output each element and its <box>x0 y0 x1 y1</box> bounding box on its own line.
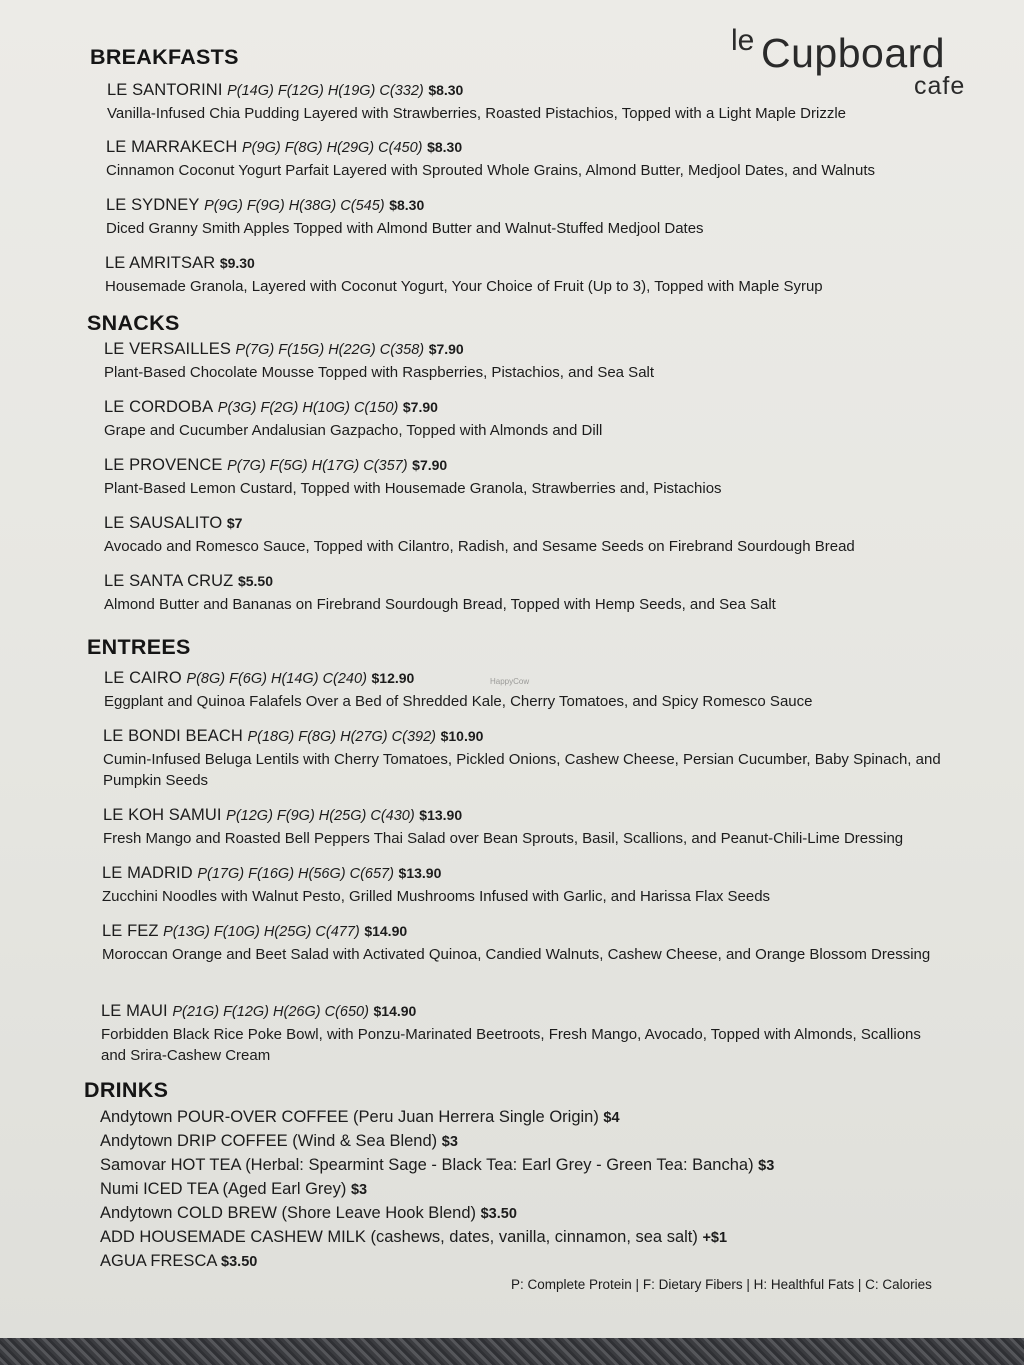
drink-text: Andytown POUR-OVER COFFEE (Peru Juan Herrera Single Origin) <box>100 1108 599 1126</box>
menu-item <box>104 455 944 499</box>
item-nutrition: P(7G) F(5G) H(17G) C(357) <box>227 458 408 474</box>
item-name: LE AMRITSAR <box>105 254 216 272</box>
menu-item <box>102 921 942 965</box>
item-name: LE MARRAKECH <box>106 138 238 156</box>
menu-item <box>107 80 947 124</box>
drink-item <box>100 1252 257 1271</box>
item-nutrition: P(21G) F(12G) H(26G) C(650) <box>172 1004 369 1020</box>
item-price: $10.90 <box>440 728 484 744</box>
item-name: LE VERSAILLES <box>104 340 231 358</box>
item-nutrition: P(12G) F(9G) H(25G) C(430) <box>226 808 415 824</box>
logo-cupboard: Cupboard <box>761 30 946 76</box>
item-name: LE MADRID <box>102 864 193 882</box>
item-price: $13.90 <box>398 865 442 881</box>
item-name: LE FEZ <box>102 922 159 940</box>
item-nutrition: P(8G) F(6G) H(14G) C(240) <box>186 671 367 687</box>
section-title-drinks: DRINKS <box>84 1078 169 1102</box>
drink-price: $3.50 <box>221 1254 258 1270</box>
item-price: $9.30 <box>219 255 255 271</box>
menu-item <box>102 863 942 907</box>
item-description: Vanilla-Infused Chia Pudding Layered with Strawberries, Roasted Pistachios, Topped with a Light Maple Drizzle <box>107 105 847 122</box>
item-name: LE SYDNEY <box>106 196 200 214</box>
item-price: $8.30 <box>427 139 463 155</box>
item-nutrition: P(13G) F(10G) H(25G) C(477) <box>163 924 360 940</box>
item-name: LE BONDI BEACH <box>103 727 243 745</box>
item-name: LE SAUSALITO <box>104 514 223 532</box>
item-name: LE SANTA CRUZ <box>104 572 234 590</box>
item-price: $14.90 <box>364 923 408 939</box>
item-description: Grape and Cucumber Andalusian Gazpacho, Topped with Almonds and Dill <box>104 422 603 439</box>
item-price: $8.30 <box>389 197 425 213</box>
granite-countertop <box>0 1338 1024 1365</box>
menu-item <box>103 805 943 849</box>
item-description: Zucchini Noodles with Walnut Pesto, Grilled Mushrooms Infused with Garlic, and Harissa Flax Seeds <box>102 888 771 905</box>
item-nutrition: P(17G) F(16G) H(56G) C(657) <box>197 866 394 882</box>
item-name: LE SANTORINI <box>107 81 223 99</box>
drink-item <box>100 1108 620 1127</box>
menu-item <box>106 137 946 181</box>
item-price: $13.90 <box>419 807 463 823</box>
item-price: $8.30 <box>428 82 464 98</box>
menu-item <box>104 513 944 557</box>
drink-text: AGUA FRESCA <box>100 1252 217 1270</box>
drink-price: $3 <box>350 1182 368 1198</box>
item-price: $7.90 <box>428 341 464 357</box>
menu-item <box>104 339 944 383</box>
menu-item <box>105 253 945 297</box>
watermark: HappyCow <box>490 677 530 686</box>
item-name: LE PROVENCE <box>104 456 223 474</box>
item-nutrition: P(7G) F(15G) H(22G) C(358) <box>235 342 425 358</box>
drink-text: Numi ICED TEA (Aged Earl Grey) <box>100 1180 347 1198</box>
drink-item <box>100 1180 367 1199</box>
drink-item <box>100 1204 517 1223</box>
item-description: Cumin-Infused Beluga Lentils with Cherry Tomatoes, Pickled Onions, Cashew Cheese, Persian Cucumber, Baby Spinach, and Pumpkin Seeds <box>103 751 941 789</box>
drink-item <box>100 1228 727 1247</box>
drink-item <box>100 1132 458 1151</box>
drink-price: $3.50 <box>480 1206 517 1222</box>
item-price: $14.90 <box>373 1003 417 1019</box>
drink-text: ADD HOUSEMADE CASHEW MILK (cashews, dates, vanilla, cinnamon, sea salt) <box>100 1228 698 1246</box>
nutrition-legend: P: Complete Protein | F: Dietary Fibers | H: Healthful Fats | C: Calories <box>511 1277 932 1292</box>
item-nutrition: P(9G) F(9G) H(38G) C(545) <box>204 198 385 214</box>
item-nutrition: P(14G) F(12G) H(19G) C(332) <box>227 83 424 99</box>
item-description: Housemade Granola, Layered with Coconut Yogurt, Your Choice of Fruit (Up to 3), Topped with Maple Syrup <box>105 278 823 295</box>
section-title-snacks: SNACKS <box>87 311 180 335</box>
item-description: Almond Butter and Bananas on Firebrand Sourdough Bread, Topped with Hemp Seeds, and Sea Salt <box>104 596 776 613</box>
section-title-entrees: ENTREES <box>87 635 191 659</box>
item-name: LE MAUI <box>101 1002 168 1020</box>
drink-price: +$1 <box>702 1230 728 1246</box>
drink-price: $3 <box>441 1134 458 1150</box>
drink-text: Samovar HOT TEA (Herbal: Spearmint Sage - Black Tea: Earl Grey - Green Tea: Bancha) <box>100 1156 754 1174</box>
section-title-breakfasts: BREAKFASTS <box>90 45 239 69</box>
menu-item <box>103 726 943 791</box>
item-price: $7 <box>226 515 243 531</box>
drink-price: $3 <box>758 1158 775 1174</box>
logo-le: le <box>731 24 755 57</box>
item-description: Eggplant and Quinoa Falafels Over a Bed of Shredded Kale, Cherry Tomatoes, and Spicy Romesco Sauce <box>104 693 813 710</box>
drink-item <box>100 1156 774 1175</box>
item-description: Avocado and Romesco Sauce, Topped with Cilantro, Radish, and Sesame Seeds on Firebrand Sourdough Bread <box>104 538 855 555</box>
item-description: Plant-Based Lemon Custard, Topped with Housemade Granola, Strawberries and, Pistachios <box>104 480 722 497</box>
menu-item <box>104 571 944 615</box>
menu-item <box>104 668 944 712</box>
menu-item <box>106 195 946 239</box>
item-description: Plant-Based Chocolate Mousse Topped with Raspberries, Pistachios, and Sea Salt <box>104 364 655 381</box>
item-nutrition: P(18G) F(8G) H(27G) C(392) <box>247 729 436 745</box>
item-nutrition: P(3G) F(2G) H(10G) C(150) <box>217 400 399 416</box>
item-nutrition: P(9G) F(8G) H(29G) C(450) <box>242 140 423 156</box>
item-price: $7.90 <box>402 399 438 415</box>
item-name: LE KOH SAMUI <box>103 806 222 824</box>
drink-text: Andytown DRIP COFFEE (Wind & Sea Blend) <box>100 1132 438 1150</box>
menu-item <box>101 1001 941 1066</box>
item-price: $7.90 <box>412 457 448 473</box>
drink-text: Andytown COLD BREW (Shore Leave Hook Blend) <box>100 1204 477 1222</box>
item-description: Moroccan Orange and Beet Salad with Activated Quinoa, Candied Walnuts, Cashew Cheese, and Orange Blossom Dressing <box>102 946 931 963</box>
item-price: $5.50 <box>237 573 273 589</box>
drink-price: $4 <box>603 1110 620 1126</box>
item-description: Cinnamon Coconut Yogurt Parfait Layered with Sprouted Whole Grains, Almond Butter, Medjool Dates, and Walnuts <box>106 162 876 179</box>
item-price: $12.90 <box>371 670 415 686</box>
menu-item <box>104 397 944 441</box>
item-description: Forbidden Black Rice Poke Bowl, with Ponzu-Marinated Beetroots, Fresh Mango, Avocado, Topped with Almonds, Scallions and Srira-Cashew Cream <box>101 1026 921 1064</box>
logo-cafe: cafe <box>914 72 966 100</box>
item-name: LE CORDOBA <box>104 398 214 416</box>
item-description: Fresh Mango and Roasted Bell Peppers Thai Salad over Bean Sprouts, Basil, Scallions, and Peanut-Chili-Lime Dressing <box>103 830 904 847</box>
item-name: LE CAIRO <box>104 669 182 687</box>
item-description: Diced Granny Smith Apples Topped with Almond Butter and Walnut-Stuffed Medjool Dates <box>106 220 704 237</box>
